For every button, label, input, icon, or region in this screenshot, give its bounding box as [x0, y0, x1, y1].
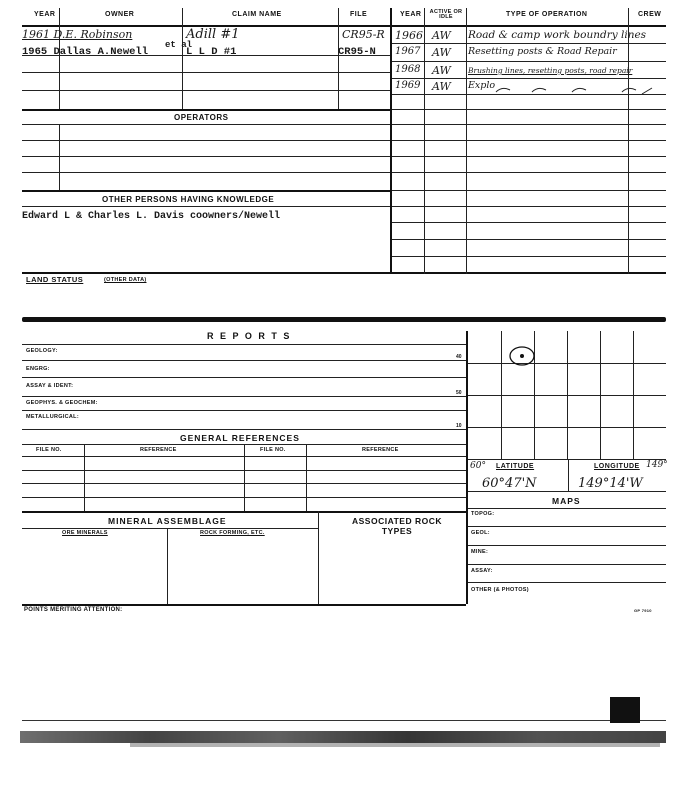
claim-location-marker	[506, 344, 538, 368]
other-persons-label: OTHER PERSONS HAVING KNOWLEDGE	[102, 195, 275, 204]
general-references-title: GENERAL REFERENCES	[180, 433, 300, 443]
row-line	[468, 526, 666, 527]
header-owner: OWNER	[105, 11, 135, 18]
header-type-of-operation: TYPE OF OPERATION	[506, 11, 588, 18]
gr-header-file-2: FILE NO.	[260, 447, 286, 453]
file-entry-1: CR95-R	[342, 28, 385, 41]
row-line	[22, 528, 318, 529]
report-geology: GEOLOGY:	[26, 348, 58, 354]
land-status-sub: (OTHER DATA)	[104, 277, 147, 283]
report-assay: ASSAY & IDENT:	[26, 383, 74, 389]
scan-noise-strip-2	[130, 743, 660, 747]
header-crew: CREW	[638, 11, 662, 18]
row-line	[22, 140, 392, 141]
claim-name-2: L L D #1	[186, 46, 237, 58]
claim-annotation: et al	[165, 40, 193, 50]
row-line	[22, 72, 392, 73]
col-line	[568, 459, 569, 491]
report-geophys: GEOPHYS. & GEOCHEM:	[26, 400, 98, 406]
reports-title: R E P O R T S	[207, 331, 292, 341]
report-num-40: 40	[456, 354, 462, 360]
associated-rock-types-title: ASSOCIATED ROCK TYPES	[352, 516, 442, 536]
latitude-label: LATITUDE	[496, 463, 535, 470]
col-line	[318, 511, 319, 604]
table-bottom-rule	[22, 272, 666, 274]
header-rule	[22, 25, 666, 27]
col-line	[628, 8, 629, 274]
maps-topog: TOPOG:	[471, 511, 495, 517]
op-status-3: AW	[432, 64, 451, 77]
col-line	[59, 8, 60, 109]
row-line	[22, 429, 466, 430]
mineral-assemblage-title: MINERAL ASSEMBLAGE	[108, 516, 227, 526]
col-line	[338, 8, 339, 109]
longitude-value: 149°14'W	[578, 476, 643, 491]
row-line	[468, 564, 666, 565]
row-line	[468, 508, 666, 509]
scan-noise-strip	[20, 731, 666, 743]
op-year-3: 1968	[395, 64, 421, 75]
header-active-idle: ACTIVE OR IDLE	[429, 9, 463, 20]
col-line	[59, 124, 60, 190]
op-row-line	[392, 222, 666, 223]
op-year-1: 1966	[395, 29, 423, 42]
maps-assay: ASSAY:	[471, 568, 493, 574]
op-year-2: 1967	[395, 46, 421, 57]
row-line	[22, 410, 466, 411]
header-year-2: YEAR	[400, 11, 422, 18]
row-line	[22, 190, 392, 192]
row-line	[22, 124, 392, 125]
longitude-label: LONGITUDE	[594, 463, 640, 470]
operators-label: OPERATORS	[174, 113, 229, 122]
report-engrg: ENGRG:	[26, 366, 50, 372]
op-type-3: Brushing lines, resetting posts, road repair	[468, 66, 633, 75]
col-line	[306, 444, 307, 511]
maps-other: OTHER (& PHOTOS)	[471, 587, 529, 593]
row-line	[22, 396, 466, 397]
lat-meridian: 60°	[470, 461, 486, 471]
op-row-line	[392, 172, 666, 173]
col-line	[244, 444, 245, 511]
op-row-line	[392, 61, 666, 62]
row-line	[468, 582, 666, 583]
op-row-line	[392, 256, 666, 257]
header-file: FILE	[350, 11, 368, 18]
row-line	[22, 360, 466, 361]
other-persons-value: Edward L & Charles L. Davis coowners/Newell	[22, 211, 281, 222]
owner-entry-2: 1965 Dallas A.Newell	[22, 46, 149, 58]
row-line	[22, 156, 392, 157]
row-line	[468, 545, 666, 546]
op-status-4: AW	[432, 80, 451, 93]
location-grid	[468, 331, 666, 459]
op-year-4: 1969	[395, 80, 421, 91]
binding-mark	[610, 697, 640, 723]
report-num-10: 10	[456, 423, 462, 429]
op-row-line	[392, 156, 666, 157]
points-meriting-attention: POINTS MERITING ATTENTION:	[24, 607, 123, 613]
header-year: YEAR	[34, 11, 56, 18]
op-type-1: Road & camp work boundry lines	[468, 29, 647, 41]
row-line	[22, 377, 466, 378]
col-line	[182, 8, 183, 109]
ditto-marks	[492, 82, 662, 96]
op-row-line	[392, 140, 666, 141]
row-line	[22, 109, 392, 111]
maps-geol: GEOL:	[471, 530, 490, 536]
latitude-value: 60°47'N	[482, 476, 537, 491]
file-entry-2: CR95-N	[338, 46, 376, 58]
op-row-line	[392, 109, 666, 110]
col-line	[84, 444, 85, 511]
gr-header-file-1: FILE NO.	[36, 447, 62, 453]
col-line	[390, 8, 392, 274]
rock-forming-header: ROCK FORMING, ETC.	[200, 530, 265, 536]
op-status-1: AW	[432, 29, 451, 42]
maps-mine: MINE:	[471, 549, 489, 555]
col-line	[167, 528, 168, 604]
claim-name-1: Adill #1	[186, 27, 240, 42]
row-line	[22, 344, 466, 345]
op-row-line	[392, 206, 666, 207]
report-metallurgical: METALLURGICAL:	[26, 414, 79, 420]
long-meridian: 149°	[646, 460, 668, 470]
owner-entry-1: 1961 D.E. Robinson	[22, 28, 133, 41]
op-status-2: AW	[432, 46, 451, 59]
ore-minerals-header: ORE MINERALS	[62, 530, 108, 536]
header-claim-name: CLAIM NAME	[232, 11, 282, 18]
page-bottom-rule	[22, 720, 666, 721]
col-line	[424, 8, 425, 274]
land-status-label: LAND STATUS	[26, 275, 84, 284]
op-row-line	[392, 78, 666, 79]
op-row-line	[392, 43, 666, 44]
col-line	[466, 8, 467, 274]
gr-header-reference-1: REFERENCE	[140, 447, 177, 453]
reports-section	[22, 322, 666, 612]
op-row-line	[392, 239, 666, 240]
report-num-50: 50	[456, 390, 462, 396]
form-number: GP 7910	[634, 608, 652, 613]
row-line	[22, 206, 392, 207]
row-line	[22, 604, 466, 606]
row-line	[22, 511, 466, 513]
op-type-4: Explo	[468, 80, 496, 91]
maps-title: MAPS	[552, 496, 581, 506]
row-line	[22, 90, 392, 91]
op-row-line	[392, 190, 666, 191]
ownership-table	[22, 8, 666, 284]
gr-header-reference-2: REFERENCE	[362, 447, 399, 453]
row-line	[22, 172, 392, 173]
row-line	[468, 491, 666, 492]
op-row-line	[392, 124, 666, 125]
op-type-2: Resetting posts & Road Repair	[468, 46, 617, 57]
